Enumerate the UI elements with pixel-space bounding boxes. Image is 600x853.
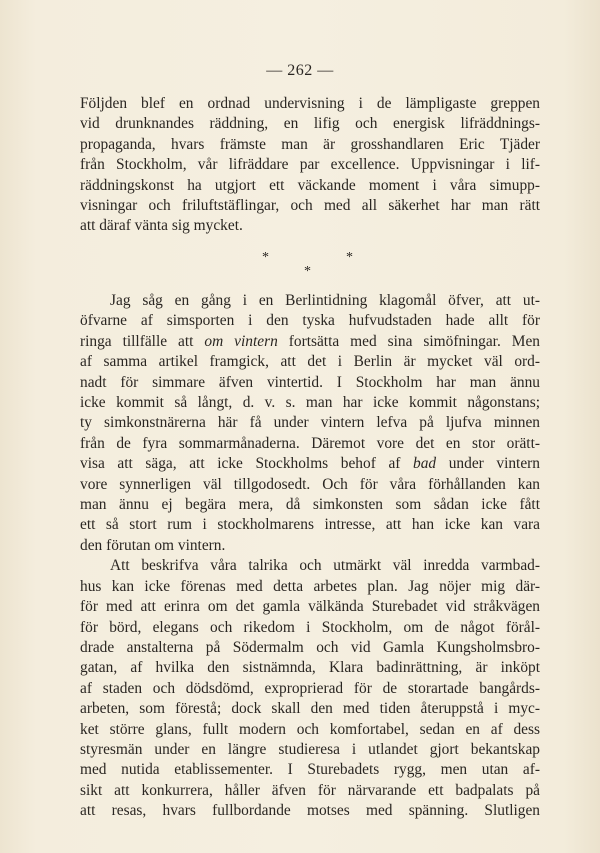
text-line: af staden och dödsdömd, exproprierad för de storartade bangårds- xyxy=(80,679,540,697)
asterisk-right: * xyxy=(346,250,353,265)
text-segment: från de fyra sommarmånaderna. Däremot vore det en stor orätt- xyxy=(80,434,540,452)
text-line: att resas, hvars fullbordande motses med spänning. Slutligen xyxy=(80,802,540,820)
text-line xyxy=(80,536,540,556)
text-line: sikt att konkurrera, håller äfven för närvarande ett badpalats på xyxy=(80,781,540,799)
text-segment: ty simkonstnärerna här få under vintern lefva på ljufva minnen xyxy=(80,414,540,432)
text-line xyxy=(80,515,540,535)
text-line: drade anstalterna på Södermalm och vid Gamla Kungsholmsbro- xyxy=(80,638,540,656)
text-segment: Jag såg en gång i en Berlintidning klagomål öfver, att ut- xyxy=(110,292,540,309)
text-line xyxy=(80,311,540,331)
emphasized-text: bad xyxy=(413,455,437,473)
text-line xyxy=(80,332,540,352)
text-line: styresmän under en längre studieresa i utlandet gjort bekantskap xyxy=(80,740,540,758)
text-line: visningar och friluftstäflingar, och med all säkerhet har man rätt xyxy=(80,197,540,215)
text-line xyxy=(80,495,540,515)
text-line xyxy=(80,413,540,433)
text-line: ket större glans, fullt modern och komfortabel, sedan en af dess xyxy=(80,720,540,738)
text-segment: nadt för simmare äfven vintertid. I Stockholm har man ännu xyxy=(80,373,540,391)
text-segment: man ännu ej begära mera, då simkonsten som sådan icke fått xyxy=(80,496,540,514)
text-line: arbeten, som förestå; dock skall den med tiden återuppstå i myc- xyxy=(80,700,540,718)
paragraph-winter-bathing xyxy=(80,291,540,822)
text-segment: af samma artikel framgick, att det i Berlin är mycket väl ord- xyxy=(80,353,540,371)
text-segment: visa att säga, att icke Stockholms behof af xyxy=(80,455,414,473)
text-line: Följden blef en ordnad undervisning i de lämpligaste greppen xyxy=(80,95,540,112)
text-line xyxy=(80,291,540,311)
text-segment: icke kommit så långt, d. v. s. man har icke kommit någonstans; xyxy=(80,394,540,412)
emphasized-text: om vintern xyxy=(204,332,278,350)
asterisk-left: * xyxy=(262,250,269,265)
text-segment: fortsätta med sina simöfningar. Men xyxy=(277,332,540,350)
text-line: att däraf vänta sig mycket. xyxy=(80,217,243,235)
text-line: hus kan icke förenas med detta arbetes plan. Jag nöjer mig där- xyxy=(80,577,540,595)
text-line: från Stockholm, vår lifräddare par excellence. Uppvisningar i lif- xyxy=(80,156,540,174)
text-line: propaganda, hvars främste man är grosshandlaren Eric Tjäder xyxy=(80,135,540,153)
text-segment: öfvarne af simsporten i den tyska hufvudstaden hade allt för xyxy=(80,312,540,330)
text-line xyxy=(80,373,540,393)
text-segment: vore synnerligen väl tillgodosedt. Och för våra förhållanden kan xyxy=(80,475,540,493)
text-line: vid drunknandes räddning, en lifig och energisk lifräddnings- xyxy=(80,115,540,133)
text-line: för med att erinra om det gamla välkända Sturebadet vid stråkvägen xyxy=(80,598,540,616)
text-segment: ett så stort rum i stockholmarens intresse, att han icke kan vara xyxy=(80,516,540,534)
text-segment: under vintern xyxy=(436,455,540,473)
text-line xyxy=(80,434,540,454)
text-line xyxy=(80,393,540,413)
paragraph-lifesaving xyxy=(80,94,540,237)
text-line: för börd, elegans och rikedom i Stockholm, om de något förål- xyxy=(80,618,540,636)
text-line: gatan, af hvilka den sistnämnda, Klara badinrättning, är inköpt xyxy=(80,659,540,677)
page-number: — 262 — xyxy=(266,62,334,79)
text-line xyxy=(80,352,540,372)
text-line xyxy=(80,454,540,474)
text-line: Att beskrifva våra talrika och utmärkt väl inredda varmbad- xyxy=(110,557,540,575)
text-segment: den förutan om vintern. xyxy=(80,536,226,554)
text-segment: ringa tillfälle att xyxy=(80,332,205,350)
text-line: räddningskonst ha utgjort ett väckande moment i våra simupp- xyxy=(80,176,540,194)
text-line: med nutida etablissementer. I Sturebadets rygg, men utan af- xyxy=(80,761,540,779)
asterisk-bottom: * xyxy=(304,264,311,279)
text-line xyxy=(80,475,540,495)
